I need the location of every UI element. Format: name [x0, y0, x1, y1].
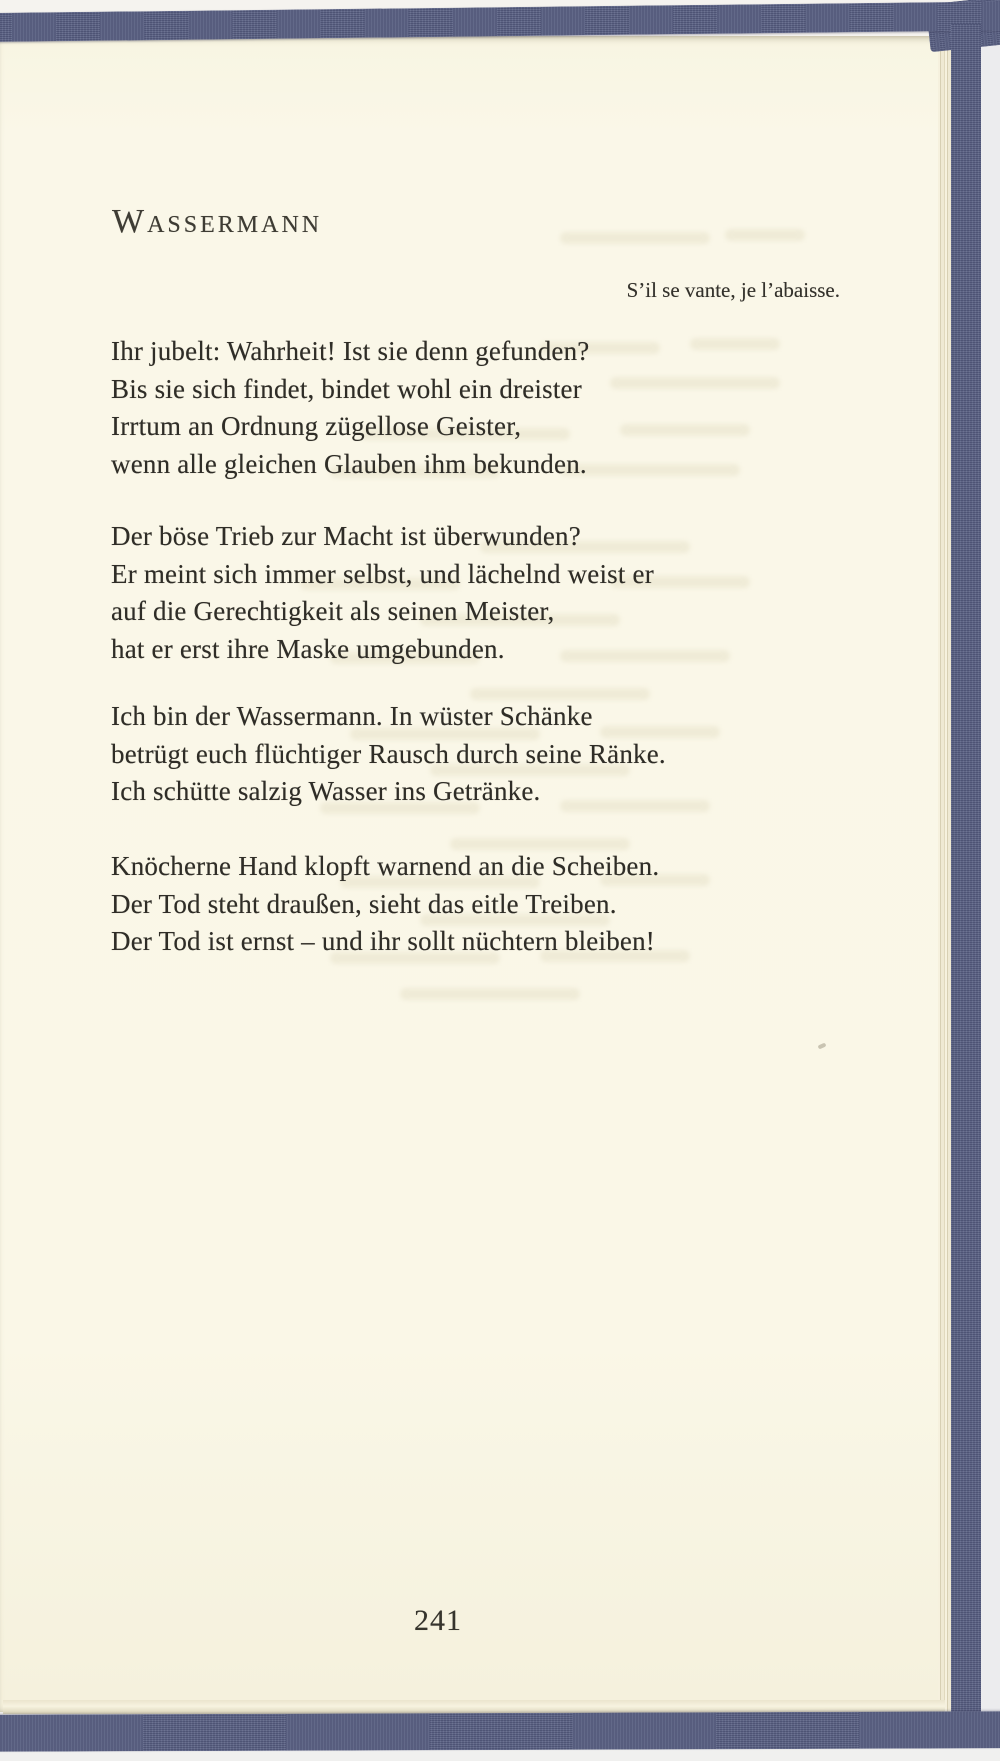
- ink-speck: [818, 1042, 827, 1049]
- poem-line: wenn alle gleichen Glauben ihm bekunden.: [111, 448, 587, 479]
- poem-stanza-4: [111, 848, 659, 961]
- page-stack-right-edge: [938, 40, 952, 1714]
- show-through-mark: [690, 338, 780, 350]
- book-cover-right-edge: [951, 24, 981, 1748]
- show-through-mark: [725, 229, 805, 241]
- scanner-margin-right: [980, 0, 1000, 1761]
- page-number: 241: [414, 1604, 462, 1637]
- poem-line: Der Tod steht draußen, sieht das eitle Treiben.: [111, 888, 617, 919]
- poem-line: Ich bin der Wassermann. In wüster Schänke: [111, 701, 593, 731]
- poem-line: Knöcherne Hand klopft warnend an die Scheiben.: [111, 851, 660, 881]
- poem-line: Er meint sich immer selbst, und lächelnd weist er: [111, 558, 654, 589]
- poem-epigraph: S’il se vante, je l’abaisse.: [626, 278, 840, 302]
- poem-stanza-2: [111, 518, 654, 668]
- poem-line: betrügt euch flüchtiger Rausch durch seine Ränke.: [111, 738, 666, 769]
- book-page: [0, 36, 946, 1712]
- poem-title: WASSERMANN: [112, 203, 323, 240]
- poem-line: Bis sie sich findet, bindet wohl ein dreister: [111, 373, 582, 404]
- poem-line: Ihr jubelt: Wahrheit! Ist sie denn gefunden?: [111, 336, 590, 366]
- poem-stanza-3: [111, 698, 666, 811]
- poem-line: Der Tod ist ernst – und ihr sollt nüchtern bleiben!: [111, 926, 655, 957]
- poem-line: auf die Gerechtigkeit als seinen Meister,: [111, 596, 555, 627]
- poem-line: Ich schütte salzig Wasser ins Getränke.: [111, 776, 541, 807]
- poem-line: Der böse Trieb zur Macht ist überwunden?: [111, 521, 581, 551]
- show-through-mark: [620, 424, 750, 436]
- show-through-mark: [610, 377, 780, 389]
- book-cover-bottom-edge: [0, 1711, 1000, 1752]
- poem-line: hat er erst ihre Maske umgebunden.: [111, 633, 505, 664]
- poem-line: Irrtum an Ordnung zügellose Geister,: [111, 411, 522, 442]
- poem-stanza-1: [111, 333, 589, 483]
- show-through-mark: [400, 988, 580, 1000]
- show-through-mark: [560, 232, 710, 244]
